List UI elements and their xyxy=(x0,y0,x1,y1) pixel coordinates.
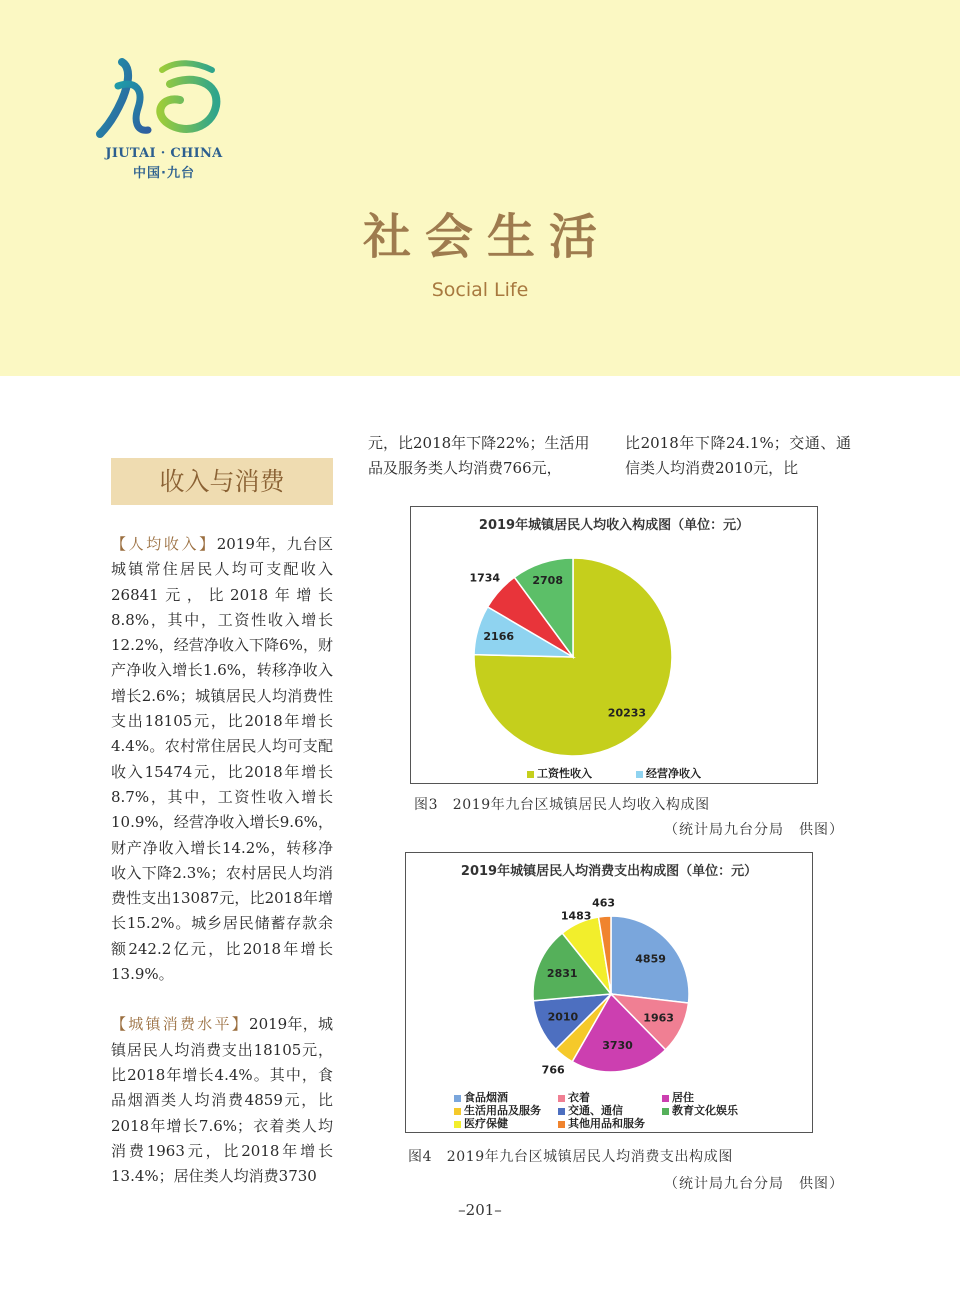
legend-label: 衣着 xyxy=(568,1091,590,1104)
income-value-label-1: 2166 xyxy=(483,629,515,643)
left-column xyxy=(111,532,333,1214)
figure4-source: （统计局九台分局 供图） xyxy=(664,1176,844,1192)
paragraph-consumption xyxy=(111,1012,333,1189)
legend-swatch xyxy=(636,771,643,778)
consumption-value-label-1: 1963 xyxy=(643,1011,674,1025)
legend-label: 工资性收入 xyxy=(537,767,592,780)
right-column-text: 比2018年下降24.1%；交通、通信类人均消费2010元，比 xyxy=(625,434,851,478)
income-chart xyxy=(410,506,818,784)
legend-swatch xyxy=(454,1108,461,1115)
consumption-value-label-6: 1483 xyxy=(560,909,592,923)
income-legend xyxy=(411,765,817,781)
legend-swatch xyxy=(454,1121,461,1128)
page-title: 社会生活 xyxy=(362,209,611,265)
income-legend-item-1 xyxy=(636,767,701,780)
income-pie-svg xyxy=(411,507,819,785)
paragraph-consumption-text: 2019年，城镇居民人均消费支出18105元，比2018年增长4.4%。其中，食品烟酒类人均消费4859元，比2018年增长7.6%；衣着类人均消费1963元，比2018年增长13.4%；居住类人均消费3730 xyxy=(111,1015,333,1186)
consumption-legend-item-5 xyxy=(662,1104,766,1117)
income-value-label-0: 20233 xyxy=(607,706,647,720)
income-value-label-3: 2708 xyxy=(532,573,564,587)
consumption-value-label-5: 2831 xyxy=(546,967,578,981)
page-subtitle: Social Life xyxy=(431,279,529,301)
figure4-caption: 图4 2019年九台区城镇居民人均消费支出构成图 xyxy=(408,1149,733,1165)
consumption-legend-item-6 xyxy=(454,1117,558,1130)
consumption-legend-item-1 xyxy=(558,1091,662,1104)
legend-swatch xyxy=(662,1108,669,1115)
consumption-legend-item-0 xyxy=(454,1091,558,1104)
consumption-value-label-0: 4859 xyxy=(635,952,666,966)
consumption-legend-item-7 xyxy=(558,1117,662,1130)
legend-label: 生活用品及服务 xyxy=(464,1104,541,1117)
consumption-value-label-2: 3730 xyxy=(602,1039,633,1053)
legend-swatch xyxy=(454,1095,461,1102)
consumption-chart-title: 2019年城镇居民人均消费支出构成图（单位：元） xyxy=(460,864,758,879)
consumption-value-label-7: 463 xyxy=(592,896,616,910)
middle-column-text: 元，比2018年下降22%；生活用品及服务类人均消费766元， xyxy=(368,434,590,478)
legend-swatch xyxy=(558,1108,565,1115)
legend-swatch xyxy=(558,1121,565,1128)
legend-swatch xyxy=(558,1095,565,1102)
legend-swatch xyxy=(662,1095,669,1102)
consumption-legend-item-3 xyxy=(454,1104,558,1117)
tag-consumption: 【城镇消费水平】 xyxy=(111,1015,250,1034)
consumption-legend-item-4 xyxy=(558,1104,662,1117)
tag-income: 【人均收入】 xyxy=(111,535,217,553)
paragraph-income xyxy=(111,532,333,987)
section-heading: 收入与消费 xyxy=(111,458,333,505)
consumption-legend-item-2 xyxy=(662,1091,766,1104)
legend-label: 居住 xyxy=(672,1091,694,1104)
logo-english-text: JIUTAI · CHINA xyxy=(105,146,223,161)
consumption-legend xyxy=(454,1091,794,1130)
legend-label: 交通、通信 xyxy=(568,1104,623,1117)
income-value-label-2: 1734 xyxy=(469,571,501,585)
legend-label: 食品烟酒 xyxy=(464,1091,508,1104)
figure3-caption: 图3 2019年九台区城镇居民人均收入构成图 xyxy=(414,797,710,813)
legend-label: 教育文化娱乐 xyxy=(672,1104,738,1117)
consumption-chart xyxy=(405,852,813,1133)
paragraph-income-text: 2019年，九台区城镇常住居民人均可支配收入26841元，比2018年增长8.8%，其中，工资性收入增长12.2%，经营净收入下降6%，财产净收入增长1.6%，转移净收入增长2.6%；城镇居民人均消费性支出18105元，比2018年增长4.4%。农村常住居民人均可支配收入15474元，比2018年增长8.7%，其中，工资性收入增长10.9%，经营净收入增长9.6%，财产净收入增长14.2%，转移净收入下降2.3%；农村居民人均消费性支出13087元，比2018年增长15.2%。城乡居民储蓄存款余额242.2亿元，比2018年增长13.9%。 xyxy=(111,535,333,984)
legend-label: 经营净收入 xyxy=(646,767,701,780)
consumption-value-label-3: 766 xyxy=(541,1063,565,1077)
legend-label: 医疗保健 xyxy=(464,1117,508,1130)
income-chart-title: 2019年城镇居民人均收入构成图（单位：元） xyxy=(478,518,750,533)
legend-label: 其他用品和服务 xyxy=(568,1117,645,1130)
figure3-source: （统计局九台分局 供图） xyxy=(664,822,844,838)
income-legend-item-0 xyxy=(527,767,592,780)
logo-chinese-text: 中国·九台 xyxy=(133,166,195,181)
page-number: –201– xyxy=(458,1201,502,1219)
legend-swatch xyxy=(527,771,534,778)
consumption-value-label-4: 2010 xyxy=(547,1010,579,1024)
